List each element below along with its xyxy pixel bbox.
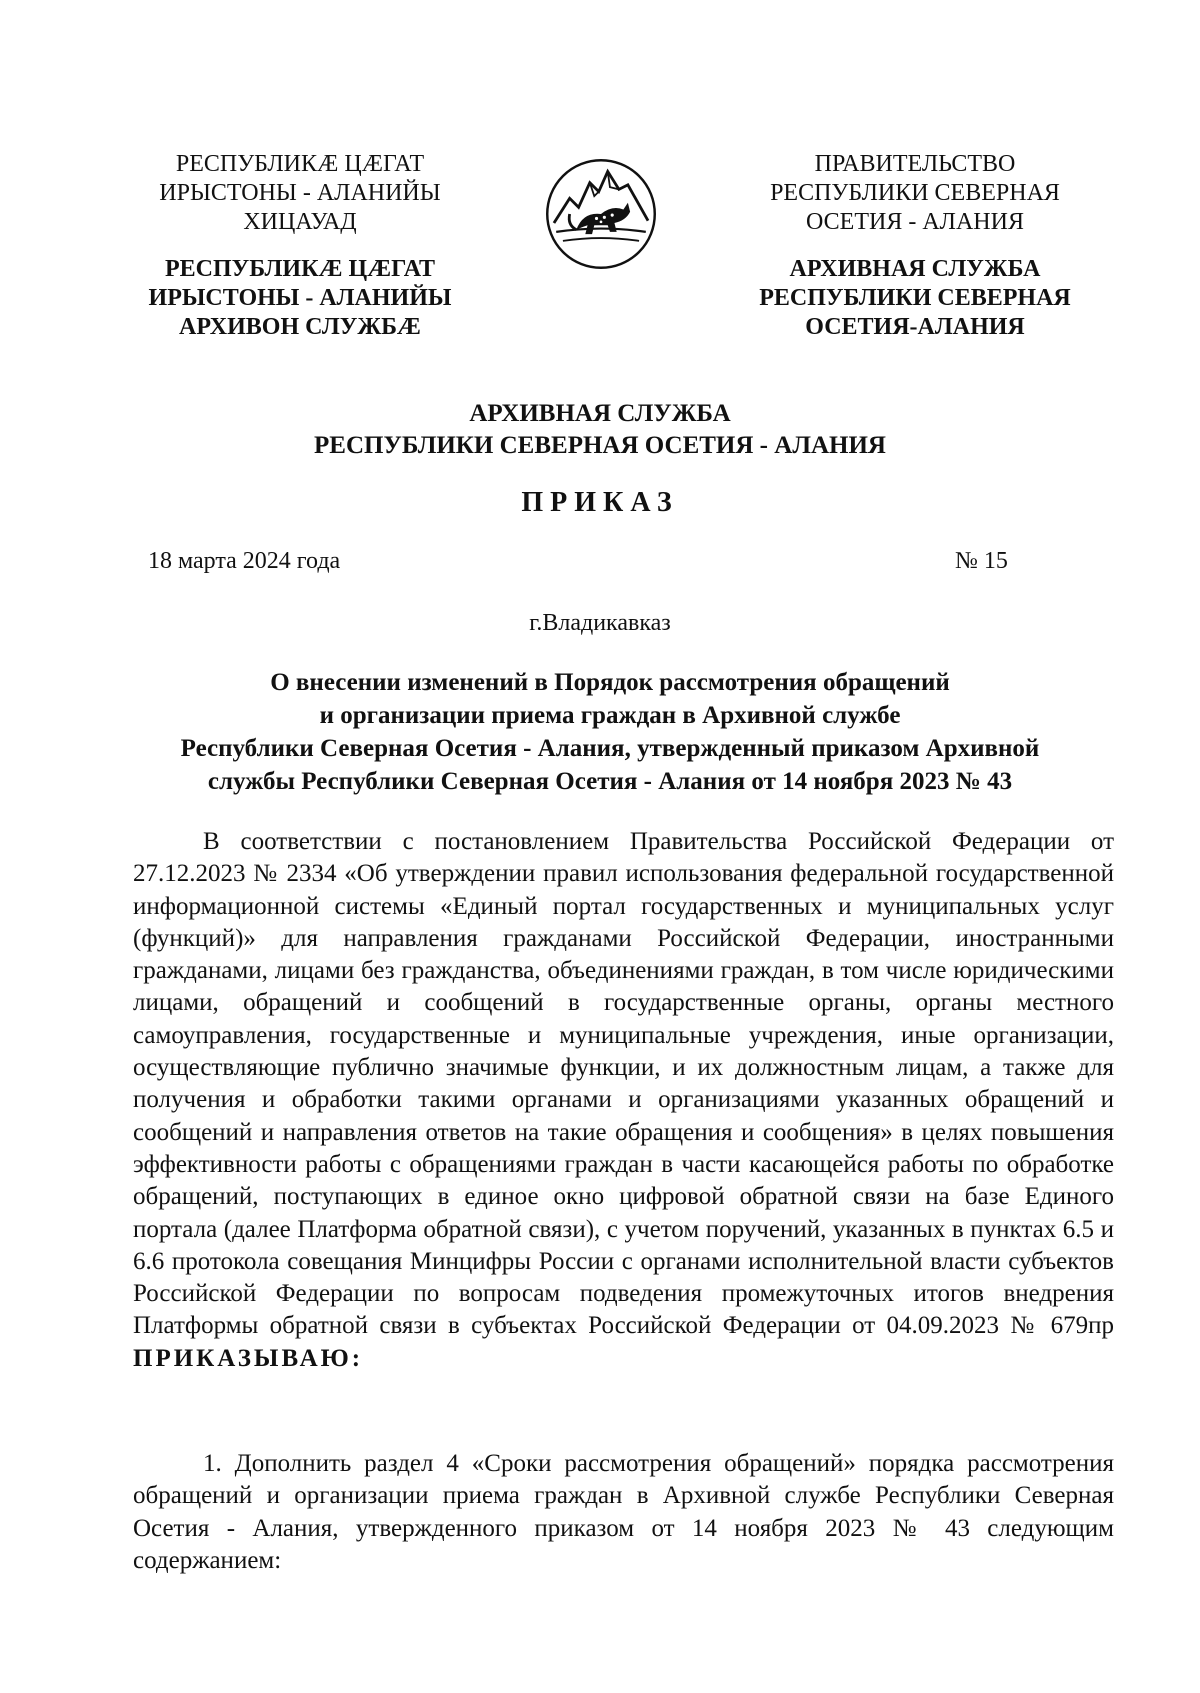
header-left-bold-line: АРХИВОН СЛУЖБÆ <box>179 314 421 340</box>
header-left-archive <box>140 255 460 342</box>
header-right-bold-line: АРХИВНАЯ СЛУЖБА <box>789 256 1041 282</box>
agency-line: РЕСПУБЛИКИ СЕВЕРНАЯ ОСЕТИЯ - АЛАНИЯ <box>314 432 886 459</box>
header-right-bold-line: ОСЕТИЯ-АЛАНИЯ <box>805 314 1025 340</box>
document-type: ПРИКАЗ <box>521 487 679 518</box>
document-number: № 15 <box>955 548 1008 574</box>
title-line: О внесении изменений в Порядок рассмотрения обращений <box>270 669 950 696</box>
header-right-line: РЕСПУБЛИКИ СЕВЕРНАЯ <box>770 180 1060 206</box>
title-line: службы Республики Северная Осетия - Алания от 14 ноября 2023 № 43 <box>207 768 1013 795</box>
preamble-text: В соответствии с постановлением Правительства Российской Федерации от 27.12.2023 № 2334 «Об утверждении правил использования федеральной государственной информационной системы «Единый портал государственных и муниципальных услуг (функций)» для направления гражданами Российской Федерации, иностранными гражданами, лицами без гражданства, объединениями граждан, в том числе юридическими лицами, обращений и сообщений в государственные органы, органы местного самоуправления, государственные и муниципальные учреждения, иные организации, осуществляющие публично значимые функции, и их должностным лицам, а также для получения и обработки такими органами и организациями указанных обращений и сообщений и направления ответов на такие обращения и сообщения» в целях повышения эффективности работы с обращениями граждан в части касающейся работы по обработке обращений, поступающих в единое окно цифровой обратной связи на базе Единого портала (далее Платформа обратной связи), с учетом поручений, указанных в пунктах 6.5 и 6.6 протокола совещания Минцифры России с органами исполнительной власти субъектов Российской Федерации по вопросам подведения промежуточных итогов внедрения Платформы обратной связи в субъектах Российской Федерации от 04.09.2023 № 679пр <box>133 828 1114 1340</box>
document-city: г.Владикавказ <box>529 610 671 636</box>
preamble-paragraph <box>133 826 1114 1375</box>
agency-line: АРХИВНАЯ СЛУЖБА <box>469 400 731 427</box>
header-right-bold-line: РЕСПУБЛИКИ СЕВЕРНАЯ <box>759 285 1071 311</box>
header-left-government <box>140 150 460 237</box>
header-right-government <box>745 150 1085 237</box>
title-line: Республики Северная Осетия - Алания, утвержденный приказом Архивной <box>180 735 1040 762</box>
header-left-bold-line: РЕСПУБЛИКÆ ЦÆГАТ <box>164 256 436 282</box>
clause-1-paragraph <box>133 1448 1114 1577</box>
issuing-agency <box>0 398 1200 462</box>
document-title <box>120 666 1100 798</box>
header-left-line: РЕСПУБЛИКÆ ЦÆГАТ <box>175 151 425 177</box>
coat-of-arms-icon <box>545 158 657 270</box>
header-right-archive <box>745 255 1085 342</box>
order-directive: ПРИКАЗЫВАЮ: <box>133 1344 364 1372</box>
document-date: 18 марта 2024 года <box>148 548 341 574</box>
header-right-line: ОСЕТИЯ - АЛАНИЯ <box>806 209 1024 235</box>
header-left-line: ИРЫСТОНЫ - АЛАНИЙЫ <box>159 180 441 206</box>
header-left-bold-line: ИРЫСТОНЫ - АЛАНИЙЫ <box>148 285 452 311</box>
header-right-line: ПРАВИТЕЛЬСТВО <box>814 151 1016 177</box>
title-line: и организации приема граждан в Архивной службе <box>319 702 901 729</box>
header-left-line: ХИЦАУАД <box>243 209 357 235</box>
clause-1-text: 1. Дополнить раздел 4 «Сроки рассмотрения обращений» порядка рассмотрения обращений и организации приема граждан в Архивной службе Республики Северная Осетия - Алания, утвержденного приказом от 14 ноября 2023 № 43 следующим содержанием: <box>133 1450 1114 1574</box>
